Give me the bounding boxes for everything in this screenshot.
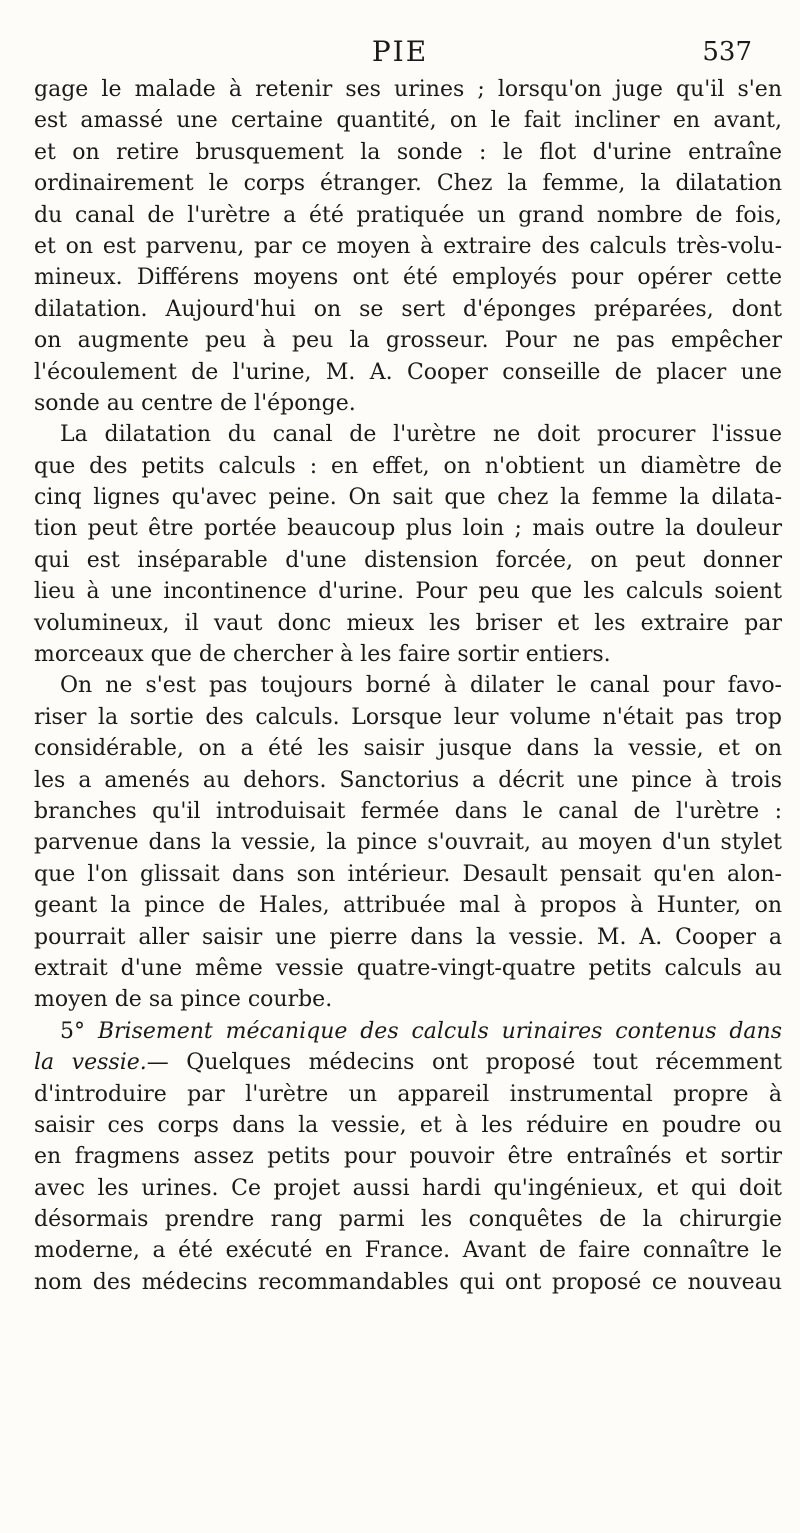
- line-text: l'écoulement de l'urine, M. A. Cooper conseille de placer une: [34, 359, 782, 385]
- text-line: [34, 922, 782, 953]
- text-line: [34, 765, 782, 796]
- text-line: [34, 231, 782, 262]
- line-text: avec les urines. Ce projet aussi hardi qu'ingénieux, et qui doit: [34, 1175, 782, 1201]
- text-line: [34, 1079, 782, 1110]
- line-text: que l'on glissait dans son intérieur. Desault pensait qu'en alon-: [34, 861, 782, 887]
- line-text: riser la sortie des calculs. Lorsque leur volume n'était pas trop: [34, 704, 782, 730]
- text-line: [34, 388, 782, 419]
- text-line: [34, 1141, 782, 1172]
- line-text: mineux. Différens moyens ont été employés pour opérer cette: [34, 265, 782, 291]
- text-line: [34, 419, 782, 450]
- page-header: [34, 34, 766, 74]
- line-text: que des petits calculs : en effet, on n'obtient un diamètre de: [34, 453, 782, 479]
- text-line: [34, 357, 782, 388]
- text-line: [34, 859, 782, 890]
- line-text: on augmente peu à peu la grosseur. Pour ne pas empêcher: [34, 328, 782, 354]
- line-text: On ne s'est pas toujours borné à dilater le canal pour favo-: [60, 673, 782, 699]
- line-text: extrait d'une même vessie quatre-vingt-quatre petits calculs au: [34, 955, 782, 981]
- text-line: [34, 953, 782, 984]
- section-number: 5°: [60, 1018, 98, 1044]
- line-text: est amassé une certaine quantité, on le fait incliner en avant,: [34, 108, 782, 134]
- text-line: [34, 796, 782, 827]
- text-line: [34, 200, 782, 231]
- line-text: gage le malade à retenir ses urines ; lorsqu'on juge qu'il s'en: [34, 77, 782, 102]
- line-text: qui est inséparable d'une distension forcée, on peut donner: [34, 547, 782, 573]
- running-head: PIE: [371, 35, 429, 68]
- line-text: lieu à une incontinence d'urine. Pour peu que les calculs soient: [34, 579, 782, 605]
- text-line: [34, 294, 782, 325]
- body-text: [34, 74, 782, 1298]
- line-text: La dilatation du canal de l'urètre ne doit procurer l'issue: [60, 422, 782, 448]
- line-text: parvenue dans la vessie, la pince s'ouvrait, au moyen d'un stylet: [34, 830, 782, 856]
- text-line: [34, 1016, 782, 1047]
- text-line: [34, 74, 782, 105]
- line-text: d'introduire par l'urètre un appareil instrumental propre à: [34, 1081, 782, 1107]
- line-text: nom des médecins recommandables qui ont proposé ce nouveau: [34, 1269, 782, 1295]
- line-text: désormais prendre rang parmi les conquêtes de la chirurgie: [34, 1207, 782, 1233]
- page-number: 537: [702, 37, 752, 67]
- line-text: sonde au centre de l'éponge.: [34, 390, 356, 416]
- line-text: et on est parvenu, par ce moyen à extraire des calculs très-volu-: [34, 233, 782, 259]
- text-line: [34, 827, 782, 858]
- line-text: moderne, a été exécuté en France. Avant de faire connaître le: [34, 1238, 782, 1264]
- text-line: [34, 325, 782, 356]
- line-text: et on retire brusquement la sonde : le flot d'urine entraîne: [34, 139, 782, 165]
- line-text: en fragmens assez petits pour pouvoir être entraînés et sortir: [34, 1144, 782, 1170]
- text-line: [34, 1235, 782, 1266]
- line-text: moyen de sa pince courbe.: [34, 987, 333, 1013]
- text-line: [34, 890, 782, 921]
- text-line: [34, 1173, 782, 1204]
- text-line: [34, 513, 782, 544]
- section-heading: la vessie.: [34, 1050, 147, 1076]
- text-line: [34, 576, 782, 607]
- text-line: [34, 1267, 782, 1298]
- line-text: ordinairement le corps étranger. Chez la femme, la dilatation: [34, 171, 782, 197]
- text-line: [34, 262, 782, 293]
- line-text: branches qu'il introduisait fermée dans le canal de l'urètre :: [34, 798, 782, 824]
- line-text: volumineux, il vaut donc mieux les briser et les extraire par: [34, 610, 782, 636]
- line-text: pourrait aller saisir une pierre dans la vessie. M. A. Cooper a: [34, 924, 782, 950]
- text-line: [34, 105, 782, 136]
- line-text: tion peut être portée beaucoup plus loin ; mais outre la douleur: [34, 516, 782, 542]
- line-text: cinq lignes qu'avec peine. On sait que chez la femme la dilata-: [34, 485, 782, 511]
- text-line: [34, 1047, 782, 1078]
- line-text: morceaux que de chercher à les faire sortir entiers.: [34, 642, 611, 668]
- text-line: [34, 451, 782, 482]
- line-text: du canal de l'urètre a été pratiquée un grand nombre de fois,: [34, 202, 782, 228]
- line-text: saisir ces corps dans la vessie, et à les réduire en poudre ou: [34, 1112, 782, 1138]
- text-line: [34, 670, 782, 701]
- line-text: — Quelques médecins ont proposé tout récemment: [146, 1050, 782, 1076]
- line-text: les a amenés au dehors. Sanctorius a décrit une pince à trois: [34, 767, 782, 793]
- text-line: [34, 984, 782, 1015]
- text-line: [34, 733, 782, 764]
- text-line: [34, 545, 782, 576]
- line-text: dilatation. Aujourd'hui on se sert d'éponges préparées, dont: [34, 296, 782, 322]
- text-line: [34, 168, 782, 199]
- text-line: [34, 639, 782, 670]
- text-line: [34, 482, 782, 513]
- text-line: [34, 702, 782, 733]
- text-line: [34, 137, 782, 168]
- line-text: geant la pince de Hales, attribuée mal à propos à Hunter, on: [34, 893, 782, 919]
- text-line: [34, 1110, 782, 1141]
- line-text: considérable, on a été les saisir jusque dans la vessie, et on: [34, 736, 782, 762]
- text-line: [34, 1204, 782, 1235]
- section-heading: Brisement mécanique des calculs urinaires contenus dans: [97, 1018, 783, 1044]
- text-line: [34, 608, 782, 639]
